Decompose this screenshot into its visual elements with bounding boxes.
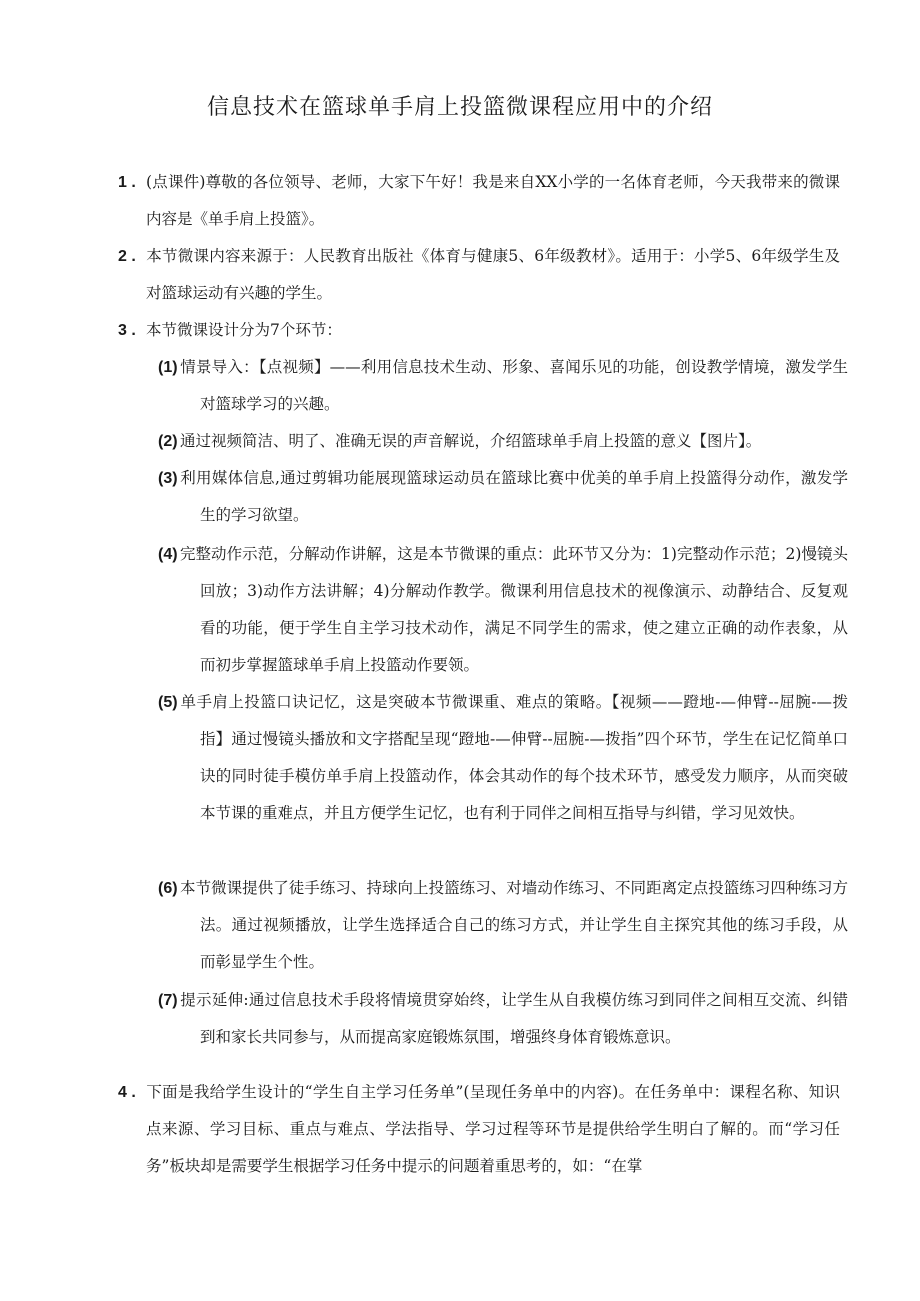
sub-item-text: 利用媒体信息,通过剪辑功能展现篮球运动员在篮球比赛中优美的单手肩上投篮得分动作，激发学生的学习欲望。 bbox=[180, 469, 848, 524]
sub-item-number: (4) bbox=[158, 546, 178, 563]
sub-item-text: 通过视频简洁、明了、准确无误的声音解说，介绍篮球单手肩上投篮的意义【图片】。 bbox=[180, 432, 762, 450]
sub-item-text: 提示延伸:通过信息技术手段将情境贯穿始终，让学生从自我模仿练习到同伴之间相互交流、纠错到和家长共同参与，从而提高家庭锻炼氛围，增强终身体育锻炼意识。 bbox=[180, 991, 848, 1046]
sub-item-6 bbox=[158, 870, 848, 981]
list-item-3 bbox=[118, 312, 840, 349]
document-title: 信息技术在篮球单手肩上投篮微课程应用中的介绍 bbox=[206, 95, 713, 120]
item-text: (点课件)尊敬的各位领导、老师，大家下午好！我是来自XX小学的一名体育老师，今天我带来的微课内容是《单手肩上投篮》。 bbox=[146, 173, 840, 228]
sub-item-number: (5) bbox=[158, 694, 178, 711]
item-number: 3 . bbox=[118, 322, 136, 339]
sub-item-number: (3) bbox=[158, 470, 178, 487]
sub-item-number: (6) bbox=[158, 880, 178, 897]
sub-item-text: 本节微课提供了徒手练习、持球向上投篮练习、对墙动作练习、不同距离定点投篮练习四种练习方法。通过视频播放，让学生选择适合自己的练习方式，并让学生自主探究其他的练习手段，从而彰显学生个性。 bbox=[180, 879, 848, 971]
sub-item-number: (7) bbox=[158, 992, 178, 1009]
sub-item-text: 完整动作示范，分解动作讲解，这是本节微课的重点：此环节又分为：1)完整动作示范；2)慢镜头回放；3)动作方法讲解；4)分解动作教学。微课利用信息技术的视像演示、动静结合、反复观看的功能，便于学生自主学习技术动作，满足不同学生的需求，使之建立正确的动作表象，从而初步掌握篮球单手肩上投篮动作要领。 bbox=[180, 545, 848, 674]
list-item-4 bbox=[118, 1074, 840, 1185]
sub-item-number: (2) bbox=[158, 433, 178, 450]
list-item-1 bbox=[118, 164, 840, 238]
item-number: 2 . bbox=[118, 248, 136, 265]
sub-item-2 bbox=[158, 423, 848, 460]
sub-item-1 bbox=[158, 349, 848, 423]
item-number: 4 . bbox=[118, 1084, 136, 1101]
list-item-2 bbox=[118, 238, 840, 312]
sub-item-3 bbox=[158, 460, 848, 534]
item-text: 本节微课内容来源于：人民教育出版社《体育与健康5、6年级教材》。适用于：小学5、6年级学生及对篮球运动有兴趣的学生。 bbox=[146, 247, 840, 302]
sub-item-7 bbox=[158, 982, 848, 1056]
sub-item-number: (1) bbox=[158, 359, 178, 376]
sub-item-text: 情景导入：【点视频】——利用信息技术生动、形象、喜闻乐见的功能，创设教学情境，激发学生对篮球学习的兴趣。 bbox=[180, 358, 848, 413]
sub-item-5 bbox=[158, 684, 848, 832]
item-number: 1 . bbox=[118, 174, 136, 191]
item-text: 下面是我给学生设计的“学生自主学习任务单”(呈现任务单中的内容)。在任务单中：课程名称、知识点来源、学习目标、重点与难点、学法指导、学习过程等环节是提供给学生明白了解的。而“学习任务”板块却是需要学生根据学习任务中提示的问题着重思考的，如：“在掌 bbox=[146, 1083, 840, 1175]
sub-item-4 bbox=[158, 536, 848, 684]
item-text: 本节微课设计分为7个环节： bbox=[146, 321, 342, 339]
sub-item-text: 单手肩上投篮口诀记忆，这是突破本节微课重、难点的策略。【视频——蹬地-—伸臂--屈腕-—拨指】通过慢镜头播放和文字搭配呈现“蹬地-—伸臂--屈腕-—拨指”四个环节，学生在记忆简单口诀的同时徒手模仿单手肩上投篮动作，体会其动作的每个技术环节，感受发力顺序，从而突破本节课的重难点，并且方便学生记忆，也有利于同伴之间相互指导与纠错，学习见效快。 bbox=[180, 693, 848, 822]
